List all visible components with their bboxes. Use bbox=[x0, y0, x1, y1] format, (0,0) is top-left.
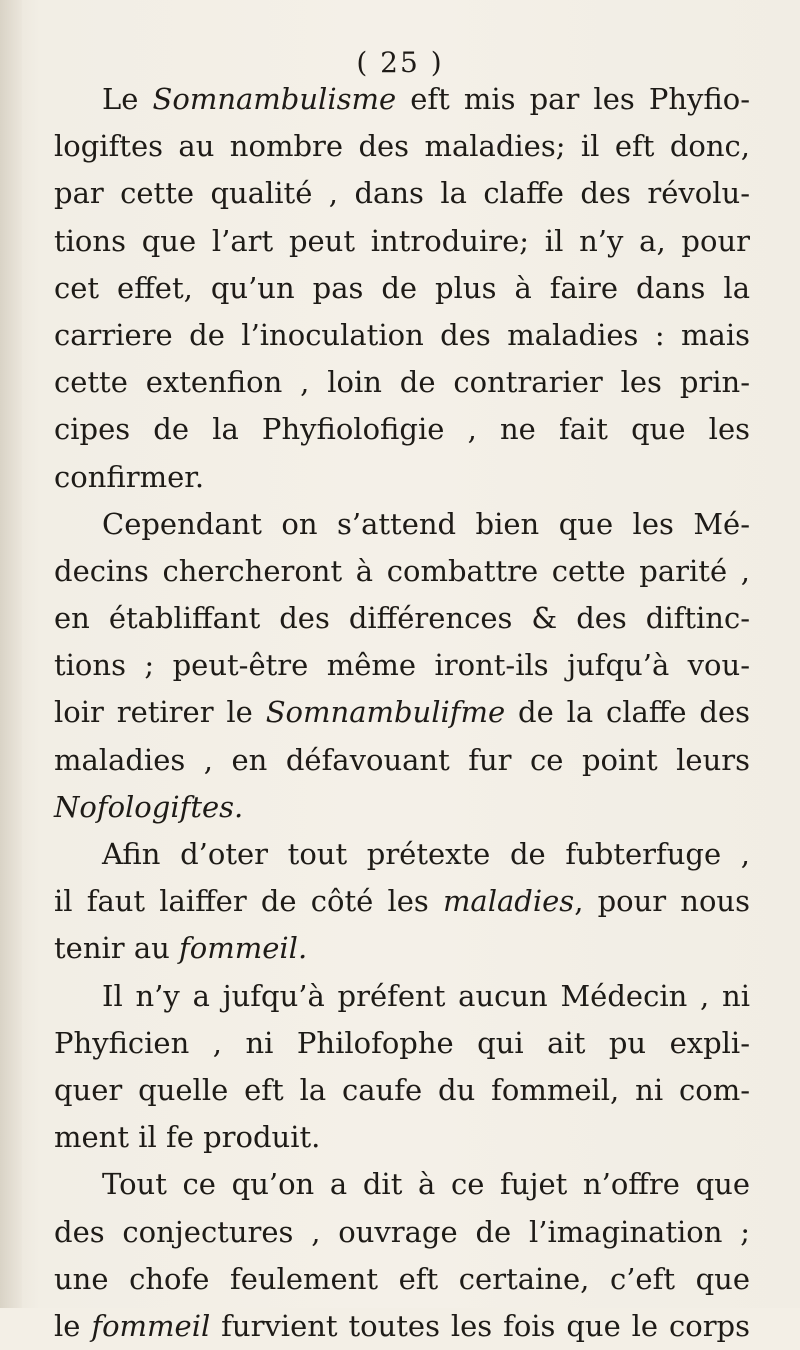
text-segment: Cependant on s’attend bien que les Mé- bbox=[102, 506, 750, 541]
text-line bbox=[54, 1303, 750, 1350]
text-segment: en établiffant des différences & des diftinc- bbox=[54, 601, 750, 636]
italic-text: fommeil bbox=[91, 1308, 211, 1343]
text-segment: par cette qualité , dans la claffe des révolu- bbox=[54, 176, 750, 211]
italic-text: Nofologiftes. bbox=[54, 789, 244, 824]
text-segment: Tout ce qu’on a dit à ce fujet n’offre que bbox=[102, 1167, 750, 1202]
text-segment: tions ; peut-être même iront-ils jufqu’à vou- bbox=[54, 648, 750, 683]
text-segment: une chofe feulement eft certaine, c’eft que bbox=[54, 1261, 750, 1296]
text-line bbox=[54, 1209, 750, 1256]
page-gutter bbox=[0, 0, 22, 1308]
text-line bbox=[54, 878, 750, 925]
text-line bbox=[54, 406, 750, 453]
body-text bbox=[54, 76, 750, 1350]
text-segment: tenir au bbox=[54, 931, 180, 966]
text-segment: Il n’y a jufqu’à préfent aucun Médecin , ni bbox=[102, 978, 750, 1013]
text-line bbox=[54, 737, 750, 784]
text-segment: des conjectures , ouvrage de l’imagination ; bbox=[54, 1214, 750, 1249]
italic-text: maladies bbox=[442, 884, 575, 919]
text-segment: furvient toutes les fois que le corps bbox=[210, 1308, 750, 1343]
text-segment: decins chercheront à combattre cette parité , bbox=[54, 553, 750, 588]
italic-text: Somnambulisme bbox=[152, 82, 397, 116]
text-segment: Le bbox=[102, 82, 153, 116]
text-segment: le bbox=[54, 1308, 92, 1343]
text-segment: cipes de la Phyfiolofigie , ne fait que les bbox=[54, 412, 750, 447]
text-line bbox=[54, 642, 750, 689]
text-segment: , pour nous bbox=[574, 884, 750, 919]
text-segment: cet effet, qu’un pas de plus à faire dans la bbox=[54, 270, 750, 305]
text-line bbox=[54, 1161, 750, 1208]
text-line bbox=[54, 595, 750, 642]
text-line bbox=[54, 501, 750, 548]
text-segment: tions que l’art peut introduire; il n’y a, pour bbox=[54, 223, 750, 258]
text-segment: logiftes au nombre des maladies; il eft donc, bbox=[54, 129, 750, 164]
text-line bbox=[54, 1114, 750, 1161]
text-line bbox=[54, 265, 750, 312]
text-segment: maladies , en défavouant fur ce point leurs bbox=[54, 742, 750, 777]
text-line bbox=[54, 1067, 750, 1114]
text-segment: eft mis par les Phyfio- bbox=[396, 82, 750, 116]
text-line bbox=[54, 359, 750, 406]
text-line bbox=[54, 973, 750, 1020]
text-line bbox=[54, 454, 750, 501]
text-segment: confirmer. bbox=[54, 459, 205, 494]
text-segment: carriere de l’inoculation des maladies : mais bbox=[54, 317, 750, 352]
text-line bbox=[54, 170, 750, 217]
text-segment: il faut laiffer de côté les bbox=[54, 884, 443, 919]
text-line bbox=[54, 76, 750, 123]
page-number: ( 25 ) bbox=[356, 46, 444, 79]
text-line bbox=[54, 831, 750, 878]
text-segment: cette extenfion , loin de contrarier les prin- bbox=[54, 365, 750, 400]
text-segment: loir retirer le bbox=[54, 695, 266, 730]
text-segment: quer quelle eft la caufe du fommeil, ni com- bbox=[54, 1072, 750, 1107]
text-line bbox=[54, 925, 750, 972]
text-line bbox=[54, 1256, 750, 1303]
text-line bbox=[54, 1020, 750, 1067]
italic-text: fommeil. bbox=[179, 931, 308, 966]
text-line bbox=[54, 548, 750, 595]
text-line bbox=[54, 689, 750, 736]
text-line bbox=[54, 123, 750, 170]
text-segment: Afin d’oter tout prétexte de fubterfuge , bbox=[102, 837, 750, 871]
text-segment: Phyficien , ni Philofophe qui ait pu expli- bbox=[54, 1025, 750, 1060]
text-segment: ment il fe produit. bbox=[54, 1120, 321, 1155]
italic-text: Somnambulifme bbox=[265, 695, 506, 730]
text-segment: de la claffe des bbox=[505, 695, 751, 730]
text-line bbox=[54, 218, 750, 265]
text-line bbox=[54, 312, 750, 359]
text-line bbox=[54, 784, 750, 831]
